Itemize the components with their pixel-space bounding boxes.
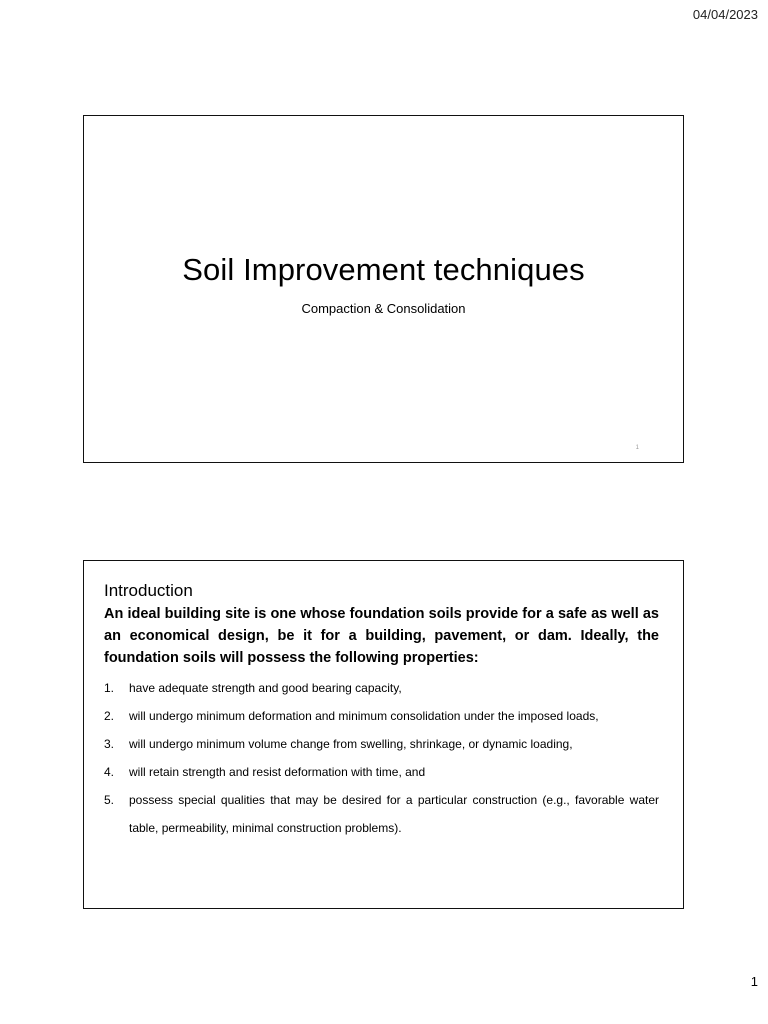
header-date: 04/04/2023 <box>692 7 758 22</box>
intro-paragraph: An ideal building site is one whose foundation soils provide for a safe as well as an economical design, be it for a building, pavement, or dam. Ideally, the foundation soils will possess the following properties: <box>104 606 659 666</box>
list-item-number: 5. <box>104 793 115 807</box>
list-item <box>104 674 659 702</box>
slide-number: 1 <box>635 445 639 451</box>
list-item <box>104 758 659 786</box>
list-item <box>104 730 659 758</box>
list-item-number: 3. <box>104 737 115 751</box>
list-item-text: possess special qualities that may be desired for a particular construction (e.g., favorable water table, permeability, minimal construction problems). <box>129 793 659 835</box>
list-item-text: will retain strength and resist deformation with time, and <box>129 765 426 779</box>
slide-title-card <box>83 115 684 463</box>
list-item <box>104 702 659 730</box>
list-item-number: 1. <box>104 681 115 695</box>
list-item-text: will undergo minimum volume change from swelling, shrinkage, or dynamic loading, <box>129 737 573 751</box>
slide-introduction <box>83 560 684 909</box>
list-item-number: 4. <box>104 765 115 779</box>
properties-list <box>104 674 659 842</box>
intro-heading: Introduction <box>104 581 193 600</box>
slide-subtitle: Compaction & Consolidation <box>301 301 466 316</box>
list-item <box>104 786 659 842</box>
page-number: 1 <box>750 974 758 989</box>
list-item-number: 2. <box>104 709 115 723</box>
list-item-text: have adequate strength and good bearing capacity, <box>129 681 402 695</box>
slide-title: Soil Improvement techniques <box>182 252 585 287</box>
list-item-text: will undergo minimum deformation and minimum consolidation under the imposed loads, <box>129 709 599 723</box>
